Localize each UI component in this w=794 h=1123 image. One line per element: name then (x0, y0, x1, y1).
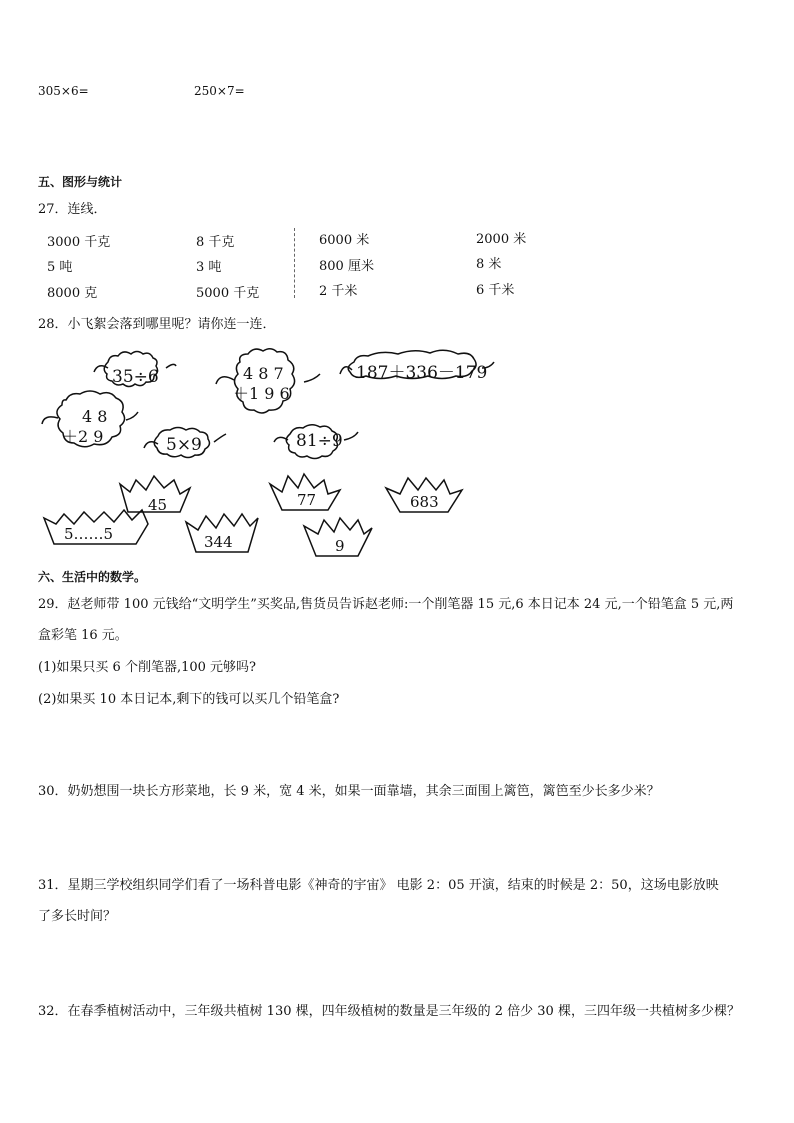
q27-right-item: 2000 米 (476, 232, 527, 247)
fluff-a-label: 35÷6 (112, 367, 159, 387)
q29-sub2: (2)如果买 10 本日记本,剩下的钱可以买几个铅笔盒? (38, 692, 340, 707)
q27-right-item: 8 米 (476, 257, 502, 272)
grass-77-label: 77 (297, 491, 317, 509)
q31-line1: 31．星期三学校组织同学们看了一场科普电影《神奇的宇宙》 电影 2：05 开演，结束的时候是 2：50，这场电影放映 (38, 878, 719, 893)
fluff-b-bottom: ＋1 9 6 (233, 384, 290, 403)
fluff-c-label: 187＋336－179 (356, 363, 488, 383)
fluff-d-bottom: ＋2 9 (62, 427, 104, 446)
q27-left-item: 3 吨 (196, 260, 222, 275)
q30-text: 30．奶奶想围一块长方形菜地，长 9 米，宽 4 米，如果一面靠墙，其余三面围上篱笆，篱笆至少长多少米？ (38, 784, 660, 799)
q29-sub1: (1)如果只买 6 个削笔器,100 元够吗? (38, 660, 256, 675)
calc-250x7: 250×7= (194, 84, 245, 98)
q28-illustration (0, 340, 794, 560)
q29-line2: 盒彩笔 16 元。 (38, 628, 128, 643)
fluff-e-label: 5×9 (166, 435, 202, 455)
q27-left-item: 8000 克 (47, 286, 98, 301)
section5-title: 五、图形与统计 (38, 175, 123, 189)
fluff-b-top: 4 8 7 (243, 364, 284, 383)
calc-305x6: 305×6= (38, 84, 89, 98)
section6-title: 六、生活中的数学。 (38, 570, 147, 584)
q27-right-item: 2 千米 (319, 284, 358, 299)
grass-9-label: 9 (335, 537, 345, 555)
q32-text: 32．在春季植树活动中，三年级共植树 130 棵，四年级植树的数量是三年级的 2 倍少 30 棵，三四年级一共植树多少棵？ (38, 1004, 740, 1019)
q27-text: 27．连线． (38, 202, 107, 217)
q27-left-item: 8 千克 (196, 235, 235, 250)
grass-344-label: 344 (204, 533, 233, 551)
grass-45-label: 45 (148, 496, 168, 514)
q27-right-item: 6 千米 (476, 283, 515, 298)
q27-left-item: 5000 千克 (196, 286, 260, 301)
q27-left-item: 3000 千克 (47, 235, 111, 250)
q29-line1: 29．赵老师带 100 元钱给“文明学生”买奖品,售货员告诉赵老师:一个削笔器 15 元,6 本日记本 24 元,一个铅笔盒 5 元,两 (38, 597, 734, 612)
grass-683-label: 683 (410, 493, 439, 511)
q27-right-item: 800 厘米 (319, 259, 374, 274)
q27-left-item: 5 吨 (47, 260, 73, 275)
q28-text: 28．小飞絮会落到哪里呢？请你连一连． (38, 317, 276, 332)
q27-divider (294, 228, 295, 298)
grass-5-5-label: 5……5 (64, 525, 114, 543)
q31-line2: 了多长时间？ (38, 909, 117, 924)
q27-right-item: 6000 米 (319, 233, 370, 248)
fluff-d-top: 4 8 (82, 407, 108, 426)
fluff-f-label: 81÷9 (296, 431, 343, 451)
